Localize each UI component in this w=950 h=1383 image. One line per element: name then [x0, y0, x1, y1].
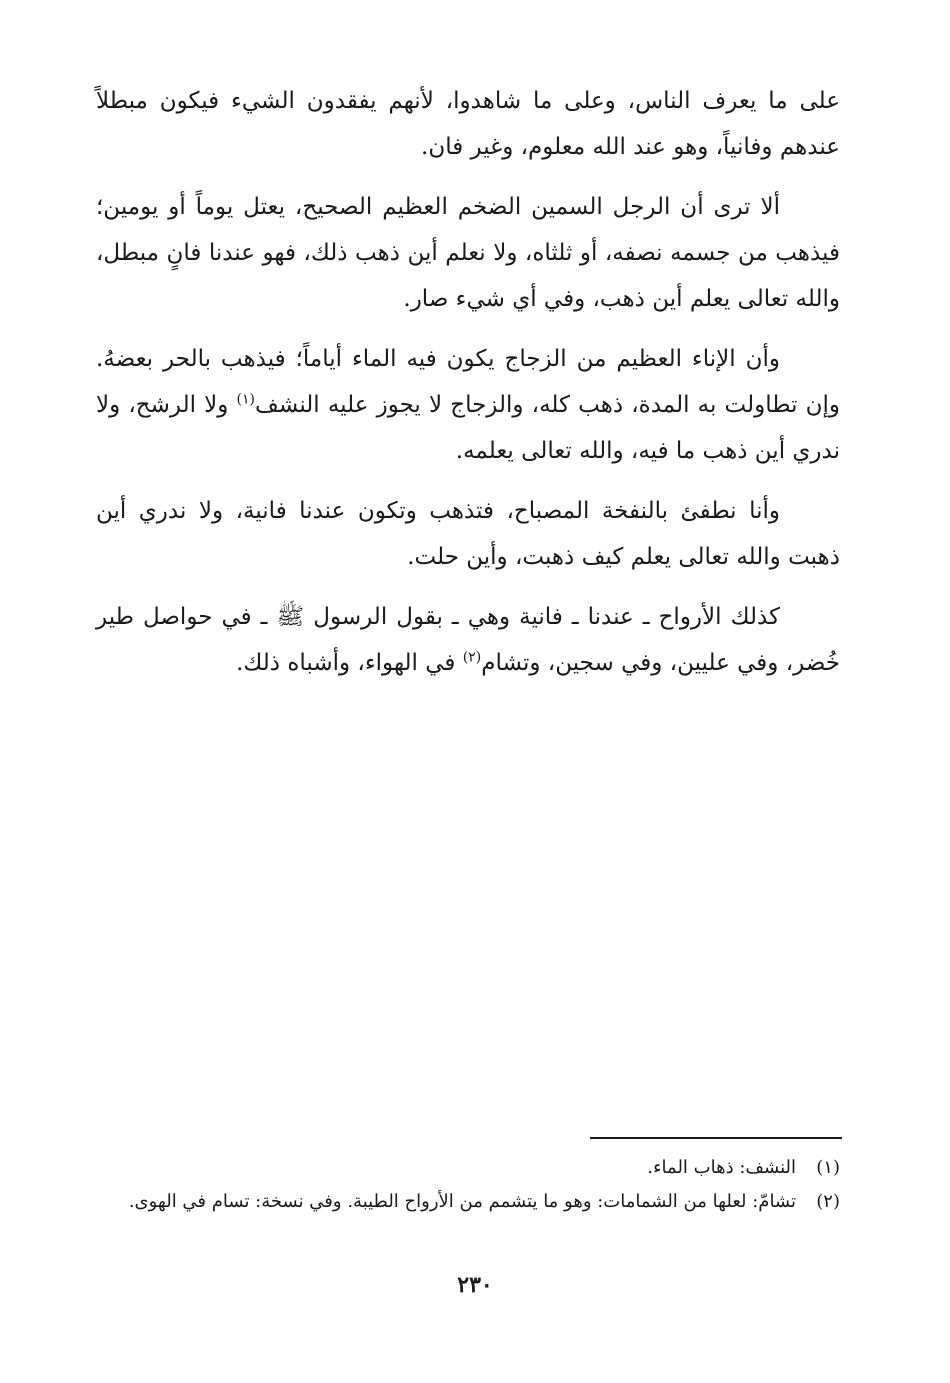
footnote-number: (١) — [816, 1157, 840, 1178]
footnote-separator — [590, 1137, 842, 1139]
footnote-ref-2: (٢) — [462, 649, 482, 666]
footnote-text: تشامّ: لعلها من الشمامات: وهو ما يتشمم من الأرواح الطيبة. وفي نسخة: تسام في الهوى. — [128, 1191, 796, 1212]
footnote-text: النشف: ذهاب الماء. — [647, 1157, 796, 1178]
paragraph-5 — [96, 594, 840, 686]
footnote-ref-1: (١) — [236, 391, 256, 408]
paragraph-3-continuation: ولا الرشح، ولا ندري أين ذهب ما فيه، والله تعالى يعلمه. — [96, 392, 840, 464]
paragraph-2-text: ألا ترى أن الرجل السمين الضخم العظيم الصحيح، يعتل يوماً أو يومين؛ فيذهب من جسمه نصفه، أو ثلثاه، ولا نعلم أين ذهب ذلك، فهو عندنا فانٍ مبطل، والله تعالى يعلم أين ذهب، وفي أي شيء صار. — [96, 194, 840, 312]
footnote-number: (٢) — [816, 1191, 840, 1212]
paragraph-3-text: وأن الإناء العظيم من الزجاج يكون فيه الماء أياماً؛ فيذهب بالحر بعضهُ. وإن تطاولت به المدة، ذهب كله، والزجاج لا يجوز عليه النشف — [96, 346, 841, 418]
paragraph-1-text: على ما يعرف الناس، وعلى ما شاهدوا، لأنهم يفقدون الشيء فيكون مبطلاً عندهم وفانياً، وهو عند الله معلوم، وغير فان. — [96, 88, 840, 160]
footnotes — [96, 1153, 840, 1221]
paragraph-3 — [96, 336, 840, 474]
footnote-2 — [96, 1187, 840, 1217]
paragraph-5-continuation: في الهواء، وأشباه ذلك. — [236, 650, 456, 676]
main-text — [96, 78, 840, 686]
paragraph-4 — [96, 488, 840, 580]
paragraph-1 — [96, 78, 840, 170]
page-number: ٢٣٠ — [457, 1272, 493, 1298]
footnote-1 — [96, 1153, 840, 1183]
paragraph-2 — [96, 184, 840, 322]
paragraph-4-text: وأنا نطفئ بالنفخة المصباح، فتذهب وتكون عندنا فانية، ولا ندري أين ذهبت والله تعالى يعلم كيف ذهبت، وأين حلت. — [96, 498, 840, 570]
paragraph-5-text: كذلك الأرواح ـ عندنا ـ فانية وهي ـ بقول الرسول ﷺ ـ في حواصل طير خُضر، وفي عليين، وفي سجين، وتشام — [96, 604, 840, 676]
